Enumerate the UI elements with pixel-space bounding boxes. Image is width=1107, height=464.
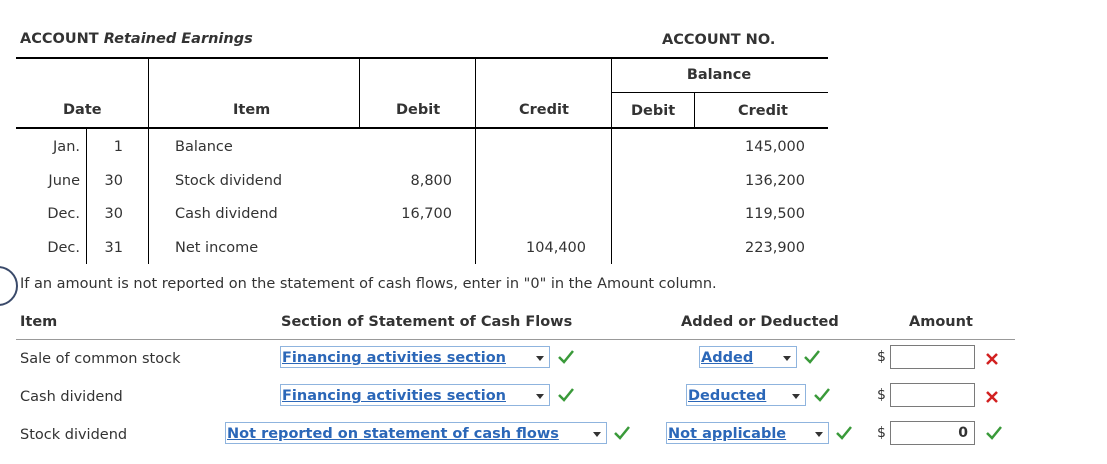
ledger-month: Dec.	[47, 240, 80, 256]
cf-item-label: Stock dividend	[20, 427, 128, 443]
date-item-divider	[148, 57, 149, 264]
date-header: Date	[63, 102, 102, 118]
month-day-divider	[86, 128, 87, 264]
section-dropdown[interactable]	[280, 384, 550, 406]
credit-balance-divider	[611, 57, 612, 264]
checkmark-icon	[803, 348, 821, 366]
section-dropdown[interactable]	[225, 422, 607, 444]
cf-item-header: Item	[20, 314, 58, 330]
dollar-sign: $	[877, 349, 886, 365]
cross-icon	[985, 390, 999, 404]
account-label: ACCOUNT	[20, 31, 99, 47]
debit-header: Debit	[396, 102, 441, 118]
ledger-balance-credit: 136,200	[745, 173, 805, 189]
balance-debit-header: Debit	[631, 103, 676, 119]
item-header: Item	[233, 102, 271, 118]
account-title	[20, 31, 253, 47]
added-selected-value: Not applicable	[668, 426, 787, 442]
header-bottom-rule	[16, 127, 828, 129]
amount-input[interactable]	[890, 345, 975, 369]
account-name: Retained Earnings	[103, 31, 253, 47]
ledger-balance-credit: 145,000	[745, 139, 805, 155]
radio-button-edge[interactable]	[0, 266, 18, 306]
instruction-text: If an amount is not reported on the statement of cash flows, enter in "0" in the Amount column.	[20, 276, 717, 292]
cross-icon	[985, 352, 999, 366]
chevron-down-icon	[536, 394, 544, 399]
ledger-month: June	[48, 173, 80, 189]
added-selected-value: Deducted	[688, 388, 767, 404]
section-dropdown[interactable]	[280, 346, 550, 368]
added-deducted-dropdown[interactable]	[666, 422, 829, 444]
amount-input[interactable]	[890, 383, 975, 407]
cf-header-rule	[16, 339, 1015, 340]
item-debit-divider	[359, 57, 360, 128]
ledger-day: 30	[104, 206, 123, 222]
ledger-month: Jan.	[53, 139, 80, 155]
account-no-label: ACCOUNT NO.	[662, 32, 776, 48]
ledger-top-rule	[16, 57, 828, 59]
cf-added-header: Added or Deducted	[681, 314, 839, 330]
ledger-item: Net income	[175, 240, 259, 256]
dollar-sign: $	[877, 425, 886, 441]
section-selected-value: Financing activities section	[282, 388, 506, 404]
cf-amount-header: Amount	[909, 314, 973, 330]
checkmark-icon	[835, 424, 853, 442]
chevron-down-icon	[536, 356, 544, 361]
amount-input[interactable]	[890, 421, 975, 445]
debit-credit-divider	[475, 57, 476, 264]
ledger-day: 1	[113, 139, 123, 155]
chevron-down-icon	[593, 432, 601, 437]
checkmark-icon	[557, 348, 575, 366]
chevron-down-icon	[815, 432, 823, 437]
dollar-sign: $	[877, 387, 886, 403]
added-deducted-dropdown[interactable]	[699, 346, 797, 368]
cf-item-label: Sale of common stock	[20, 351, 181, 367]
cf-section-header: Section of Statement of Cash Flows	[281, 314, 573, 330]
ledger-credit: 104,400	[526, 240, 586, 256]
credit-header: Credit	[519, 102, 569, 118]
chevron-down-icon	[792, 394, 800, 399]
ledger-day: 31	[104, 240, 123, 256]
ledger-debit: 16,700	[401, 206, 452, 222]
cf-item-label: Cash dividend	[20, 389, 123, 405]
ledger-balance-credit: 223,900	[745, 240, 805, 256]
ledger-month: Dec.	[47, 206, 80, 222]
balance-rule	[611, 92, 828, 93]
balance-credit-header: Credit	[738, 103, 788, 119]
checkmark-icon	[985, 424, 1003, 442]
section-selected-value: Not reported on statement of cash flows	[227, 426, 559, 442]
ledger-day: 30	[104, 173, 123, 189]
checkmark-icon	[557, 386, 575, 404]
ledger-debit: 8,800	[410, 173, 452, 189]
ledger-item: Stock dividend	[175, 173, 283, 189]
added-selected-value: Added	[701, 350, 754, 366]
checkmark-icon	[813, 386, 831, 404]
ledger-item: Cash dividend	[175, 206, 278, 222]
balance-debit-credit-divider	[694, 92, 695, 128]
added-deducted-dropdown[interactable]	[686, 384, 806, 406]
checkmark-icon	[613, 424, 631, 442]
chevron-down-icon	[783, 356, 791, 361]
ledger-item: Balance	[175, 139, 233, 155]
section-selected-value: Financing activities section	[282, 350, 506, 366]
ledger-balance-credit: 119,500	[745, 206, 805, 222]
